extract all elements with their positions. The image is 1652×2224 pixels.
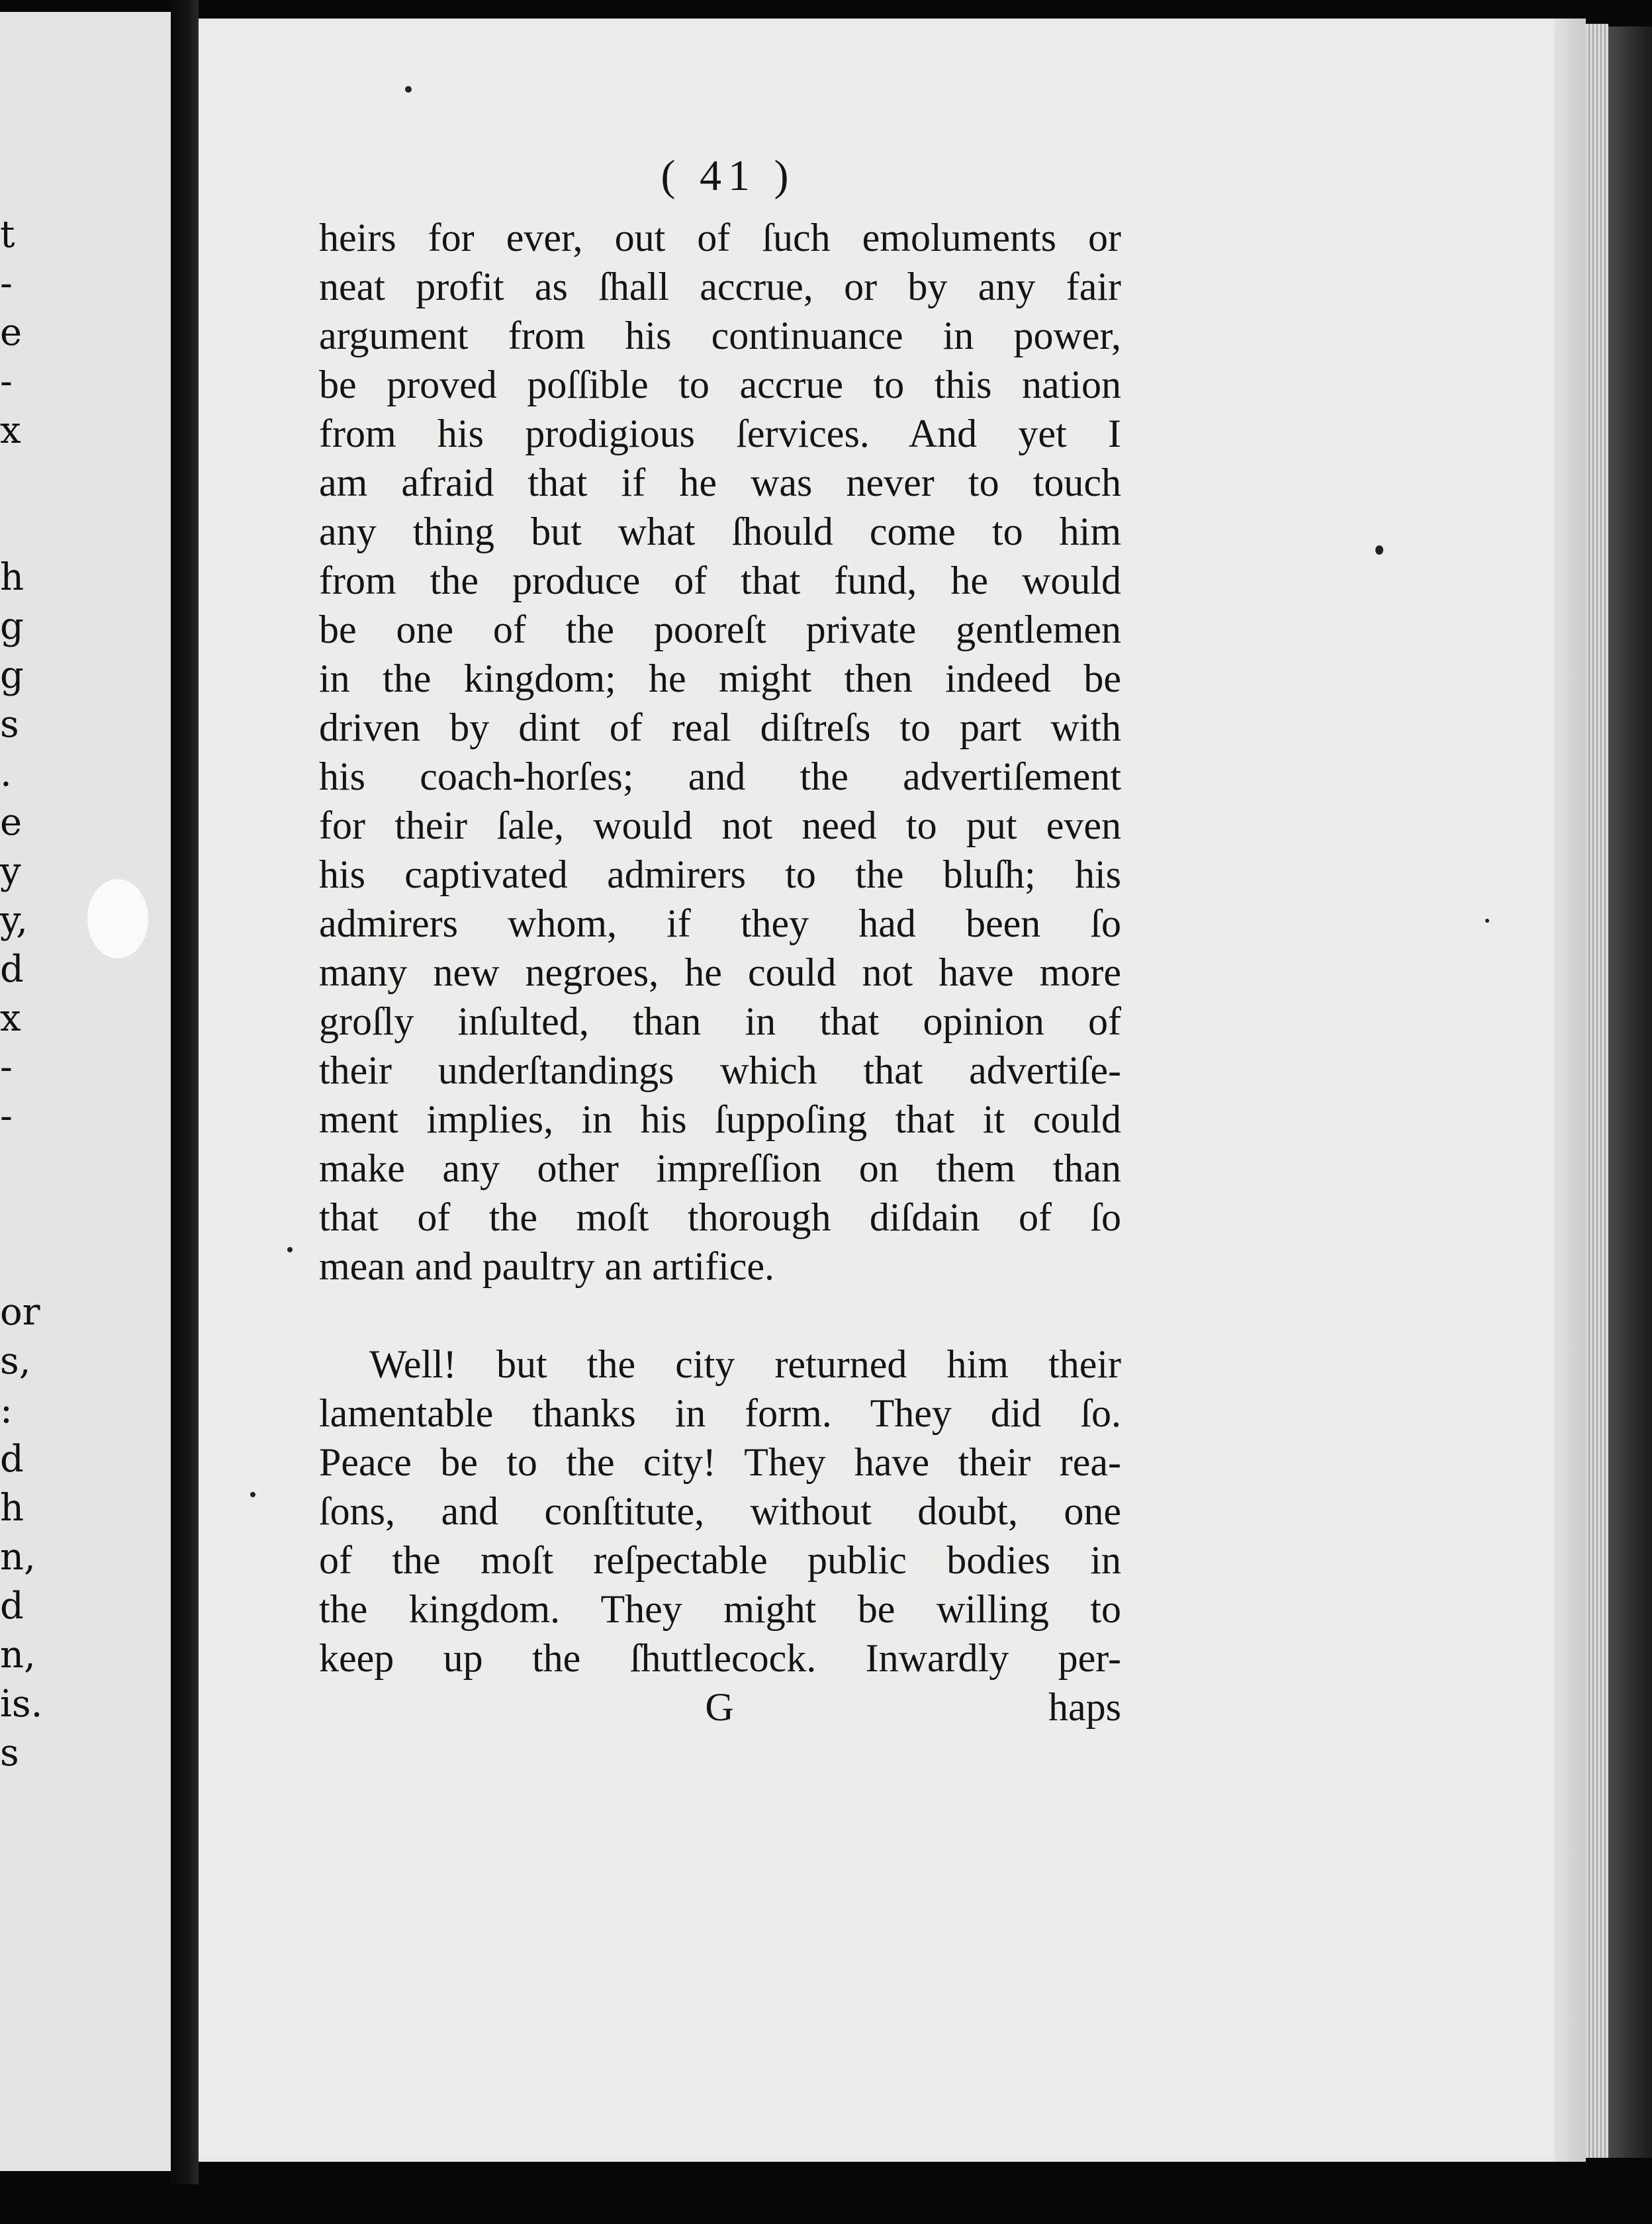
left-fragment: e <box>0 311 23 354</box>
left-fragment <box>0 1239 26 1288</box>
left-fragment <box>0 1141 26 1190</box>
left-fragment: or <box>0 1291 40 1334</box>
text-line: his coach-horſes; and the advertiſement <box>319 755 1121 798</box>
text-line: ſons, and conſtitute, without doubt, one <box>319 1489 1121 1533</box>
text-line: driven by dint of real diſtreſs to part with <box>319 706 1121 749</box>
text-line: Peace be to the city! They have their rea- <box>319 1440 1121 1484</box>
left-fragment: n, <box>0 1536 36 1579</box>
text-line: argument from his continuance in power, <box>319 314 1121 357</box>
text-line: from his prodigious ſervices. And yet I <box>319 412 1121 455</box>
text-line: that of the moſt thorough diſdain of ſo <box>319 1195 1121 1239</box>
left-fragment: x <box>0 997 21 1040</box>
left-fragment: s, <box>0 1340 31 1383</box>
ink-speck <box>1485 919 1489 923</box>
text-line: for their ſale, would not need to put even <box>319 804 1121 847</box>
left-fragment: - <box>0 1095 13 1138</box>
text-line: admirers whom, if they had been ſo <box>319 902 1121 945</box>
left-fragment: g <box>0 654 24 697</box>
left-fragment: d <box>0 1438 24 1481</box>
text-line: be proved poſſible to accrue to this nation <box>319 363 1121 406</box>
text-line: make any other impreſſion on them than <box>319 1146 1121 1190</box>
book-cover-edge <box>1608 26 1652 2158</box>
left-fragment: h <box>0 556 24 599</box>
left-fragment: g <box>0 605 24 648</box>
text-line: their underſtandings which that advertiſe- <box>319 1048 1121 1092</box>
paper-blot <box>87 879 148 958</box>
signature-mark: G <box>705 1685 734 1729</box>
text-line: neat profit as ſhall accrue, or by any fair <box>319 265 1121 308</box>
text-line: any thing but what ſhould come to him <box>319 510 1121 553</box>
left-fragment: - <box>0 1046 13 1089</box>
text-line: be one of the pooreſt private gentlemen <box>319 608 1121 651</box>
left-page-text-fragments <box>0 210 43 1778</box>
left-fragment: s <box>0 703 19 746</box>
body-text <box>319 213 1121 1683</box>
left-fragment: x <box>0 409 21 452</box>
catchword: haps <box>1048 1685 1121 1729</box>
left-fragment <box>0 1190 26 1239</box>
ink-speck <box>1375 545 1383 555</box>
page-footer <box>319 1683 1121 1732</box>
page-edge-shadow <box>1554 19 1586 2162</box>
book-gutter <box>171 0 199 2184</box>
left-fragment: - <box>0 262 13 305</box>
text-line: mean and paultry an artifice. <box>319 1244 775 1288</box>
page-stack-edges <box>1586 24 1608 2158</box>
left-fragment: t <box>0 213 15 256</box>
ink-speck <box>405 86 412 93</box>
text-line: groſly inſulted, than in that opinion of <box>319 999 1121 1043</box>
text-line: heirs for ever, out of ſuch emoluments or <box>319 216 1121 259</box>
left-facing-page <box>0 12 172 2171</box>
left-fragment: e <box>0 801 23 844</box>
left-fragment: y <box>0 850 21 893</box>
text-line: of the moſt reſpectable public bodies in <box>319 1538 1121 1582</box>
left-fragment: d <box>0 1585 24 1628</box>
left-fragment: is. <box>0 1683 43 1726</box>
text-line: Well! but the city returned him their <box>369 1342 1121 1386</box>
text-line: keep up the ſhuttlecock. Inwardly per- <box>319 1636 1121 1680</box>
left-fragment: : <box>0 1389 13 1432</box>
text-line: ment implies, in his ſuppoſing that it could <box>319 1097 1121 1141</box>
left-fragment: n, <box>0 1634 36 1677</box>
left-fragment <box>0 455 26 504</box>
left-fragment: s <box>0 1732 19 1775</box>
left-fragment: . <box>0 752 12 795</box>
left-fragment: h <box>0 1487 24 1530</box>
text-line: the kingdom. They might be willing to <box>319 1587 1121 1631</box>
left-fragment: y, <box>0 899 28 942</box>
left-fragment <box>0 504 26 553</box>
text-line: from the produce of that fund, he would <box>319 559 1121 602</box>
left-fragment: d <box>0 948 24 991</box>
text-line: lamentable thanks in form. They did ſo. <box>319 1391 1121 1435</box>
paragraph-gap <box>319 1291 1121 1340</box>
text-line: many new negroes, he could not have more <box>319 950 1121 994</box>
page-number: ( 41 ) <box>661 152 796 200</box>
ink-speck <box>287 1247 293 1252</box>
left-fragment: - <box>0 360 13 403</box>
ink-speck <box>250 1492 255 1497</box>
text-line: in the kingdom; he might then indeed be <box>319 657 1121 700</box>
text-line: am afraid that if he was never to touch <box>319 461 1121 504</box>
text-line: his captivated admirers to the bluſh; his <box>319 853 1121 896</box>
